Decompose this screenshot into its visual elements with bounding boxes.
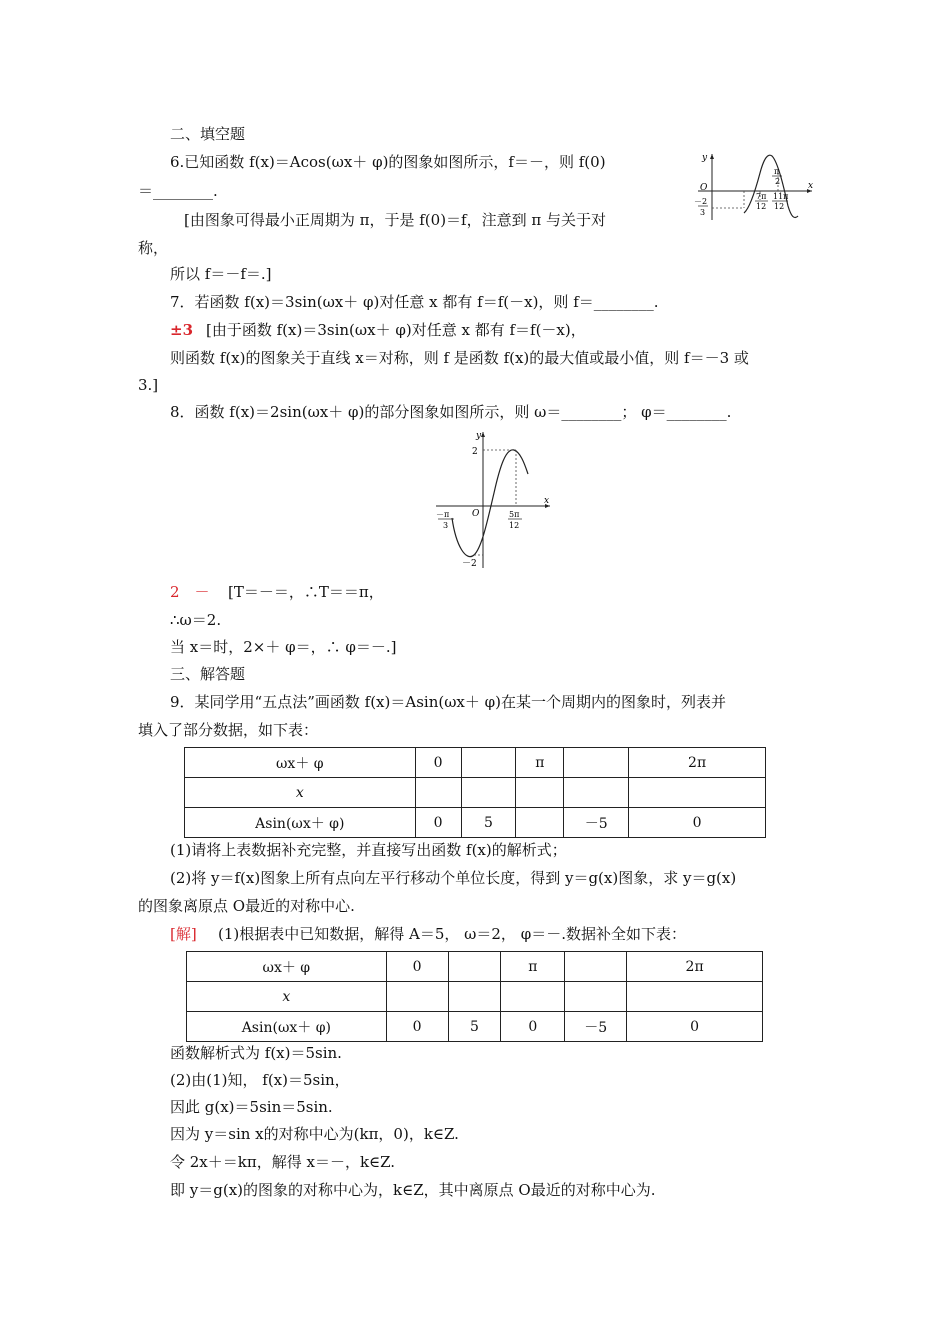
cosine-graph-figure xyxy=(688,148,816,224)
table-cell: Asin(ωx＋ φ) xyxy=(185,808,416,838)
table-cell: 0 xyxy=(501,1012,565,1042)
x-axis-label: x xyxy=(808,181,814,191)
label-neg-pi3-num: －π xyxy=(436,510,450,519)
label-5pi12-den: 12 xyxy=(509,521,520,530)
solution-part2-center: 因为 y＝sin x的对称中心为(kπ，0)，k∈Z. xyxy=(170,1125,459,1143)
question-9-part2: (2)将 y＝f(x)图象上所有点向左平行移动个单位长度，得到 y＝g(x)图象，求 y＝g(x) xyxy=(170,869,737,887)
solution-part1: (1)根据表中已知数据，解得 A＝5， ω＝2， φ＝－.数据补全如下表： xyxy=(218,925,686,943)
solution-part2-result: 即 y＝g(x)的图象的对称中心为，k∈Z，其中离原点 O最近的对称中心为. xyxy=(170,1181,656,1199)
question-9-part2-cont: 的图象离原点 O最近的对称中心. xyxy=(138,897,355,915)
table-cell: 0 xyxy=(415,748,461,778)
data-table-2 xyxy=(186,951,763,1042)
cosine-curve xyxy=(744,155,798,217)
table-cell xyxy=(415,778,461,808)
label-neg23-den: 3 xyxy=(700,208,706,217)
question-6-line1: 6.已知函数 f(x)＝Acos(ωx＋ φ)的图象如图所示，f＝－，则 f(0) xyxy=(170,153,606,171)
table-cell: π xyxy=(501,952,565,982)
table-cell: 2π xyxy=(627,952,763,982)
x-axis-label: x xyxy=(544,496,550,506)
answer-8-line1: [T＝－＝，∴T＝＝π， xyxy=(228,583,384,601)
solution-part2-g: 因此 g(x)＝5sin＝5sin. xyxy=(170,1098,333,1116)
table-cell: Asin(ωx＋ φ) xyxy=(187,1012,387,1042)
table-cell: x xyxy=(185,778,416,808)
solution-part2-solve: 令 2x＋＝kπ，解得 x＝－，k∈Z. xyxy=(170,1153,396,1171)
question-9-part1: (1)请将上表数据补充完整，并直接写出函数 f(x)的解析式； xyxy=(170,841,567,859)
table-cell xyxy=(448,952,501,982)
question-7: 7．若函数 f(x)＝3sin(ωx＋ φ)对任意 x 都有 f＝f(－x)，则 f＝________. xyxy=(170,293,659,311)
label-7pi12-num: 7π xyxy=(756,192,767,201)
table-cell xyxy=(386,982,448,1012)
answer-7-line3: 3.] xyxy=(138,376,159,394)
table-cell: 0 xyxy=(629,808,766,838)
table-cell xyxy=(501,982,565,1012)
data-table-1 xyxy=(184,747,766,838)
y-axis-label: y xyxy=(702,153,708,163)
table-cell: 5 xyxy=(448,1012,501,1042)
table-cell: 2π xyxy=(629,748,766,778)
table-row xyxy=(187,982,763,1012)
sine-curve xyxy=(452,450,528,557)
solution-part2: (2)由(1)知， f(x)＝5sin， xyxy=(170,1071,350,1089)
table-cell xyxy=(448,982,501,1012)
table-cell xyxy=(627,982,763,1012)
label-neg23-num: －2 xyxy=(694,197,708,206)
table-cell xyxy=(564,748,629,778)
answer-6-line1: [由图象可得最小正周期为 π，于是 f(0)＝f，注意到 π 与关于对 xyxy=(184,211,606,229)
question-6-line2: ＝________. xyxy=(138,182,218,200)
table-cell xyxy=(461,748,516,778)
table-cell xyxy=(565,982,627,1012)
label-pi2-den: 2 xyxy=(775,177,781,186)
question-9-line1: 9．某同学用“五点法”画函数 f(x)＝Asin(ωx＋ φ)在某一个周期内的图象时，列表并 xyxy=(170,693,727,711)
table-row xyxy=(185,748,766,778)
table-cell: ωx＋ φ xyxy=(185,748,416,778)
label-neg-pi3-den: 3 xyxy=(443,521,449,530)
label-11pi12-den: 12 xyxy=(774,202,785,211)
question-8: 8．函数 f(x)＝2sin(ωx＋ φ)的部分图象如图所示，则 ω＝________； φ＝________. xyxy=(170,403,732,421)
solution-tag: [解] xyxy=(170,925,197,943)
label-5pi12-num: 5π xyxy=(509,510,520,519)
table-cell xyxy=(461,778,516,808)
label-11pi12-num: 11π xyxy=(773,192,789,201)
table-cell: ωx＋ φ xyxy=(187,952,387,982)
answer-6-line3: 所以 f＝－f＝.] xyxy=(170,265,272,283)
sine-graph-figure xyxy=(426,428,556,570)
origin-label: O xyxy=(472,509,480,519)
section-fill-in: 二、填空题 xyxy=(170,125,246,143)
table-cell: 0 xyxy=(415,808,461,838)
label-pi2-num: π xyxy=(774,167,780,176)
table-cell xyxy=(564,778,629,808)
table-cell: x xyxy=(187,982,387,1012)
question-9-line2: 填入了部分数据，如下表： xyxy=(138,721,319,739)
answer-8-line2: ∴ω＝2. xyxy=(170,611,222,629)
solution-formula: 函数解析式为 f(x)＝5sin. xyxy=(170,1044,342,1062)
table-row xyxy=(185,778,766,808)
y-axis-label: y xyxy=(476,431,482,441)
answer-6-line2: 称， xyxy=(138,239,169,257)
label-max-2: 2 xyxy=(472,447,478,457)
label-min-2: －2 xyxy=(462,559,477,569)
table-cell: 0 xyxy=(386,1012,448,1042)
table-cell xyxy=(629,778,766,808)
y-axis-arrow xyxy=(481,432,485,437)
answer-8-line3: 当 x＝时，2×＋ φ＝，∴ φ＝－.] xyxy=(170,638,397,656)
table-cell xyxy=(516,778,564,808)
answer-8-values: 2 － xyxy=(170,583,210,601)
table-cell: 5 xyxy=(461,808,516,838)
answer-7-line1: [由于函数 f(x)＝3sin(ωx＋ φ)对任意 x 都有 f＝f(－x)， xyxy=(206,321,586,339)
y-axis-arrow xyxy=(710,154,714,159)
table-cell: －5 xyxy=(564,808,629,838)
table-cell: 0 xyxy=(386,952,448,982)
table-cell: －5 xyxy=(565,1012,627,1042)
table-row xyxy=(187,952,763,982)
table-cell xyxy=(565,952,627,982)
label-7pi12-den: 12 xyxy=(756,202,767,211)
origin-label: O xyxy=(700,183,708,193)
answer-7-line2: 则函数 f(x)的图象关于直线 x＝对称，则 f 是函数 f(x)的最大值或最小值，则 f＝－3 或 xyxy=(170,349,749,367)
section-solve: 三、解答题 xyxy=(170,665,246,683)
table-cell: 0 xyxy=(627,1012,763,1042)
table-cell xyxy=(516,808,564,838)
table-row xyxy=(185,808,766,838)
table-row xyxy=(187,1012,763,1042)
answer-7-value: ±3 xyxy=(170,321,194,339)
table-cell: π xyxy=(516,748,564,778)
